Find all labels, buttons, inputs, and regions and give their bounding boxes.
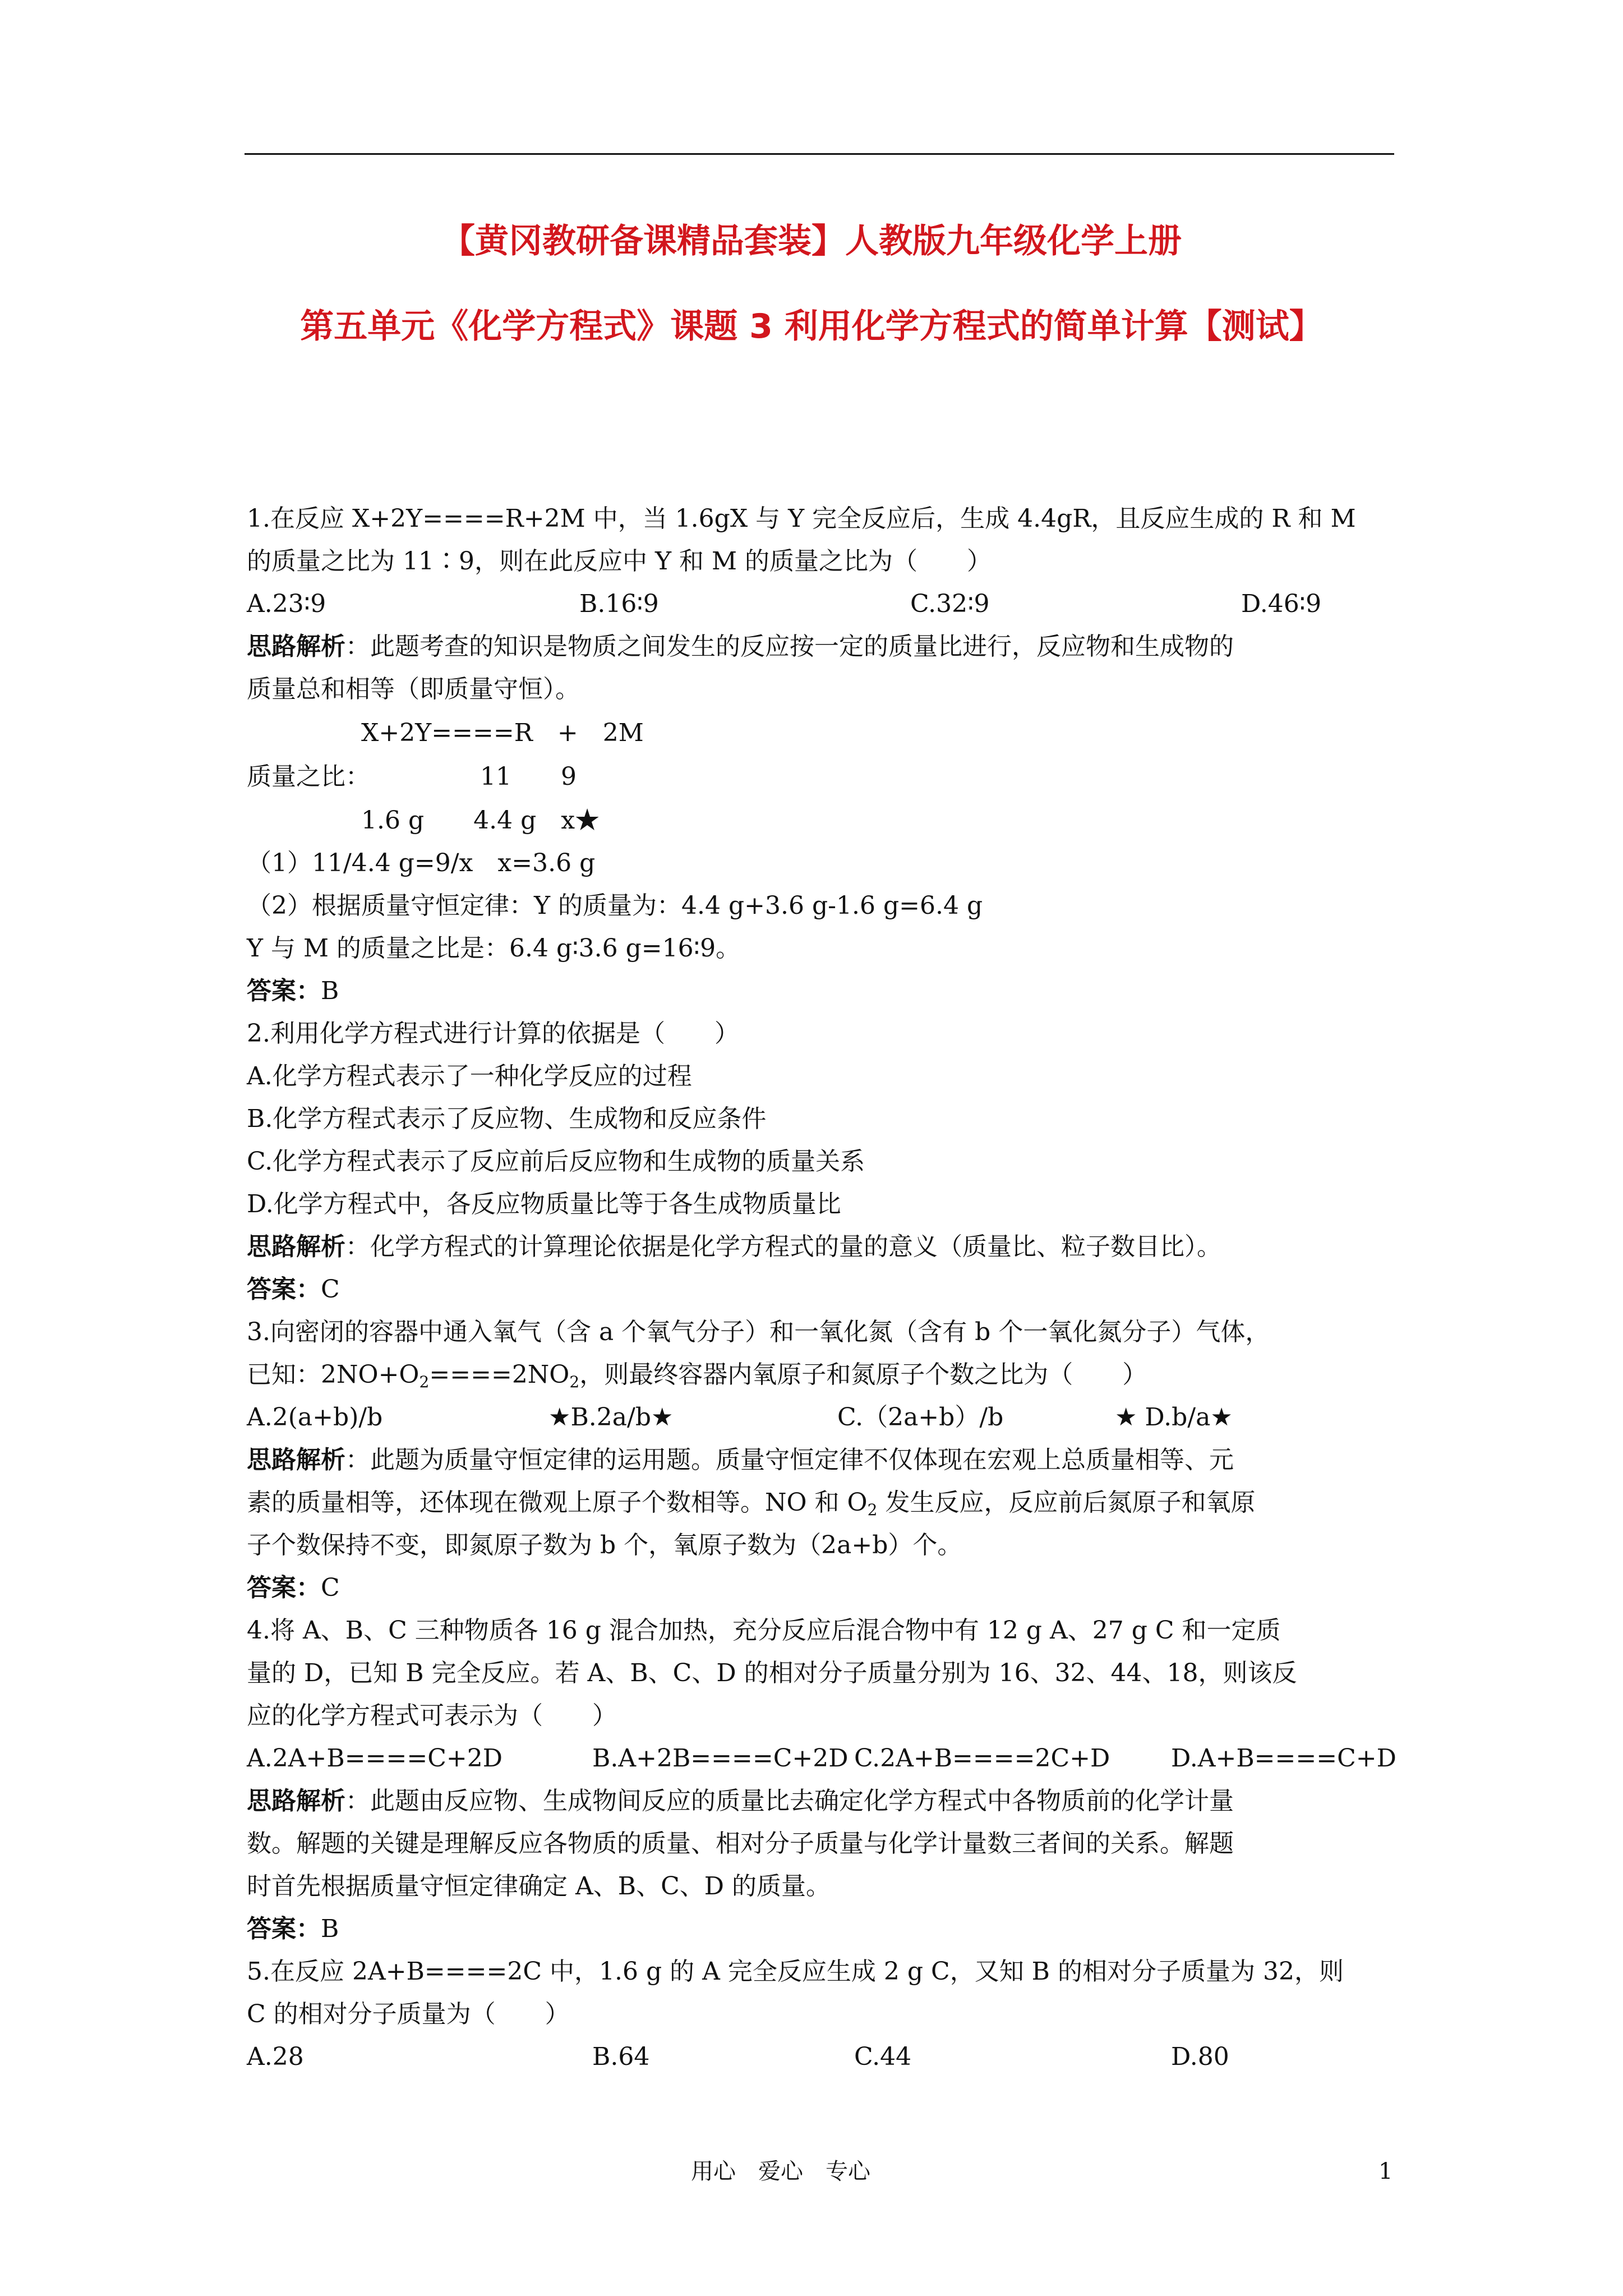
q1-ratio-label: 质量之比： [247, 762, 370, 791]
q3-option-b: ★B.2a/b★ [548, 1403, 674, 1432]
q3-stem-line1: 3.向密闭的容器中通入氧气（含 a 个氧气分子）和一氧化氮（含有 b 个一氧化氮分子）气体， [247, 1318, 1270, 1346]
doc-title-line1: 【黄冈教研备课精品套装】人教版九年级化学上册 [441, 222, 1182, 261]
q4-answer [247, 1912, 339, 1946]
q1-masses: 1.6 g 4.4 g x★ [361, 806, 600, 835]
q3-stem-line2 [247, 1358, 1147, 1392]
q1-option-c: C.32∶9 [910, 590, 990, 618]
q1-equation: X+2Y====R + 2M [361, 719, 644, 747]
q3-analysis-line1 [247, 1443, 1234, 1477]
q3-eq-part3: ，则最终容器内氧原子和氮原子个数之比为（ ） [579, 1360, 1147, 1389]
q1-stem-line1: 1.在反应 X+2Y====R+2M 中，当 1.6gX 与 Y 完全反应后，生成 4.4gR，且反应生成的 R 和 M [247, 504, 1356, 533]
q2-option-b: B.化学方程式表示了反应物、生成物和反应条件 [247, 1105, 767, 1133]
q3-analysis-line2 [247, 1486, 1255, 1520]
footer-motto: 用心 爱心 专心 [691, 2159, 870, 2184]
header-rule [245, 153, 1394, 155]
q4-analysis-text1: ：此题由反应物、生成物间反应的质量比去确定化学方程式中各物质前的化学计量 [345, 1787, 1234, 1815]
q1-stem-line2: 的质量之比为 11∶9，则在此反应中 Y 和 M 的质量之比为（ ） [247, 547, 992, 576]
q3-option-a: A.2(a+b)/b [247, 1403, 383, 1432]
q2-analysis-text: ：化学方程式的计算理论依据是化学方程式的量的意义（质量比、粒子数目比）。 [345, 1232, 1221, 1261]
q3-analysis-sub: 2 [867, 1501, 878, 1519]
q4-stem-line3: 应的化学方程式可表示为（ ） [247, 1701, 617, 1730]
q2-analysis-label: 思路解析 [247, 1232, 345, 1261]
q1-answer [247, 974, 339, 1008]
q2-answer [247, 1273, 340, 1306]
q3-analysis-line3: 子个数保持不变，即氮原子数为 b 个，氧原子数为（2a+b）个。 [247, 1531, 962, 1559]
q3-option-d: ★ D.b/a★ [1115, 1403, 1233, 1432]
q3-answer-label: 答案： [247, 1573, 321, 1602]
q4-analysis-line2: 数。解题的关键是理解反应各物质的质量、相对分子质量与化学计量数三者间的关系。解题 [247, 1829, 1234, 1858]
q3-analysis-label: 思路解析 [247, 1446, 345, 1474]
q1-option-a: A.23∶9 [247, 590, 326, 618]
q3-eq-part1: 已知：2NO+O [247, 1360, 419, 1389]
q5-option-c: C.44 [854, 2042, 912, 2071]
q5-stem-line1: 5.在反应 2A+B====2C 中，1.6 g 的 A 完全反应生成 2 g C，又知 B 的相对分子质量为 32，则 [247, 1957, 1344, 1986]
q1-answer-value: B [321, 977, 339, 1005]
q1-option-d: D.46∶9 [1241, 590, 1322, 618]
q4-analysis-line3: 时首先根据质量守恒定律确定 A、B、C、D 的质量。 [247, 1872, 831, 1901]
q5-option-d: D.80 [1171, 2042, 1229, 2071]
q4-option-d: D.A+B====C+D [1171, 1744, 1396, 1773]
q2-analysis [247, 1230, 1221, 1264]
q3-answer [247, 1571, 340, 1605]
q3-answer-value: C [321, 1573, 340, 1602]
q1-step3: Y 与 M 的质量之比是：6.4 g∶3.6 g=16∶9。 [247, 934, 741, 963]
q1-step2: （2）根据质量守恒定律：Y 的质量为：4.4 g+3.6 g-1.6 g=6.4 g [247, 891, 983, 920]
q5-stem-line2: C 的相对分子质量为（ ） [247, 2000, 570, 2028]
q2-answer-value: C [321, 1275, 340, 1304]
q1-option-b: B.16∶9 [579, 590, 659, 618]
q2-option-c: C.化学方程式表示了反应前后反应物和生成物的质量关系 [247, 1147, 865, 1176]
q5-option-a: A.28 [247, 2042, 304, 2071]
q4-stem-line1: 4.将 A、B、C 三种物质各 16 g 混合加热，充分反应后混合物中有 12 g A、27 g C 和一定质 [247, 1616, 1281, 1645]
q4-analysis-label: 思路解析 [247, 1787, 345, 1815]
q1-analysis-label: 思路解析 [247, 632, 345, 661]
q2-option-a: A.化学方程式表示了一种化学反应的过程 [247, 1062, 692, 1091]
q3-eq-sub2: 2 [569, 1373, 580, 1391]
q4-analysis-line1 [247, 1784, 1234, 1818]
q4-stem-line2: 量的 D，已知 B 完全反应。若 A、B、C、D 的相对分子质量分别为 16、32、44、18，则该反 [247, 1659, 1297, 1687]
doc-title-line2: 第五单元《化学方程式》课题 3 利用化学方程式的简单计算【测试】 [300, 307, 1323, 346]
q4-option-a: A.2A+B====C+2D [247, 1744, 503, 1773]
q1-answer-label: 答案： [247, 977, 321, 1005]
q3-analysis-text2b: 发生反应，反应前后氮原子和氧原 [877, 1488, 1256, 1517]
q5-option-b: B.64 [592, 2042, 650, 2071]
q3-eq-part2: ====2NO [429, 1360, 570, 1389]
q1-analysis-line1 [247, 630, 1234, 664]
q1-step1: （1）11/4.4 g=9/x x=3.6 g [247, 849, 596, 877]
q4-answer-value: B [321, 1915, 339, 1943]
q3-analysis-text1: ：此题为质量守恒定律的运用题。质量守恒定律不仅体现在宏观上总质量相等、元 [345, 1446, 1234, 1474]
q2-answer-label: 答案： [247, 1275, 321, 1304]
q4-answer-label: 答案： [247, 1915, 321, 1943]
q4-option-b: B.A+2B====C+2D [592, 1744, 849, 1773]
q3-analysis-text2a: 素的质量相等，还体现在微观上原子个数相等。NO 和 O [247, 1488, 868, 1517]
q3-option-c: C.（2a+b）/b [837, 1403, 1004, 1432]
q4-option-c: C.2A+B====2C+D [854, 1744, 1110, 1773]
q1-analysis-line2: 质量总和相等（即质量守恒）。 [247, 675, 580, 703]
q2-option-d: D.化学方程式中，各反应物质量比等于各生成物质量比 [247, 1190, 841, 1218]
page-number: 1 [1378, 2159, 1393, 2184]
q3-eq-sub1: 2 [419, 1373, 430, 1391]
q1-analysis-text1: ：此题考查的知识是物质之间发生的反应按一定的质量比进行，反应物和生成物的 [345, 632, 1234, 661]
q1-ratio-values: 11 9 [480, 762, 577, 791]
q2-stem: 2.利用化学方程式进行计算的依据是（ ） [247, 1019, 739, 1048]
